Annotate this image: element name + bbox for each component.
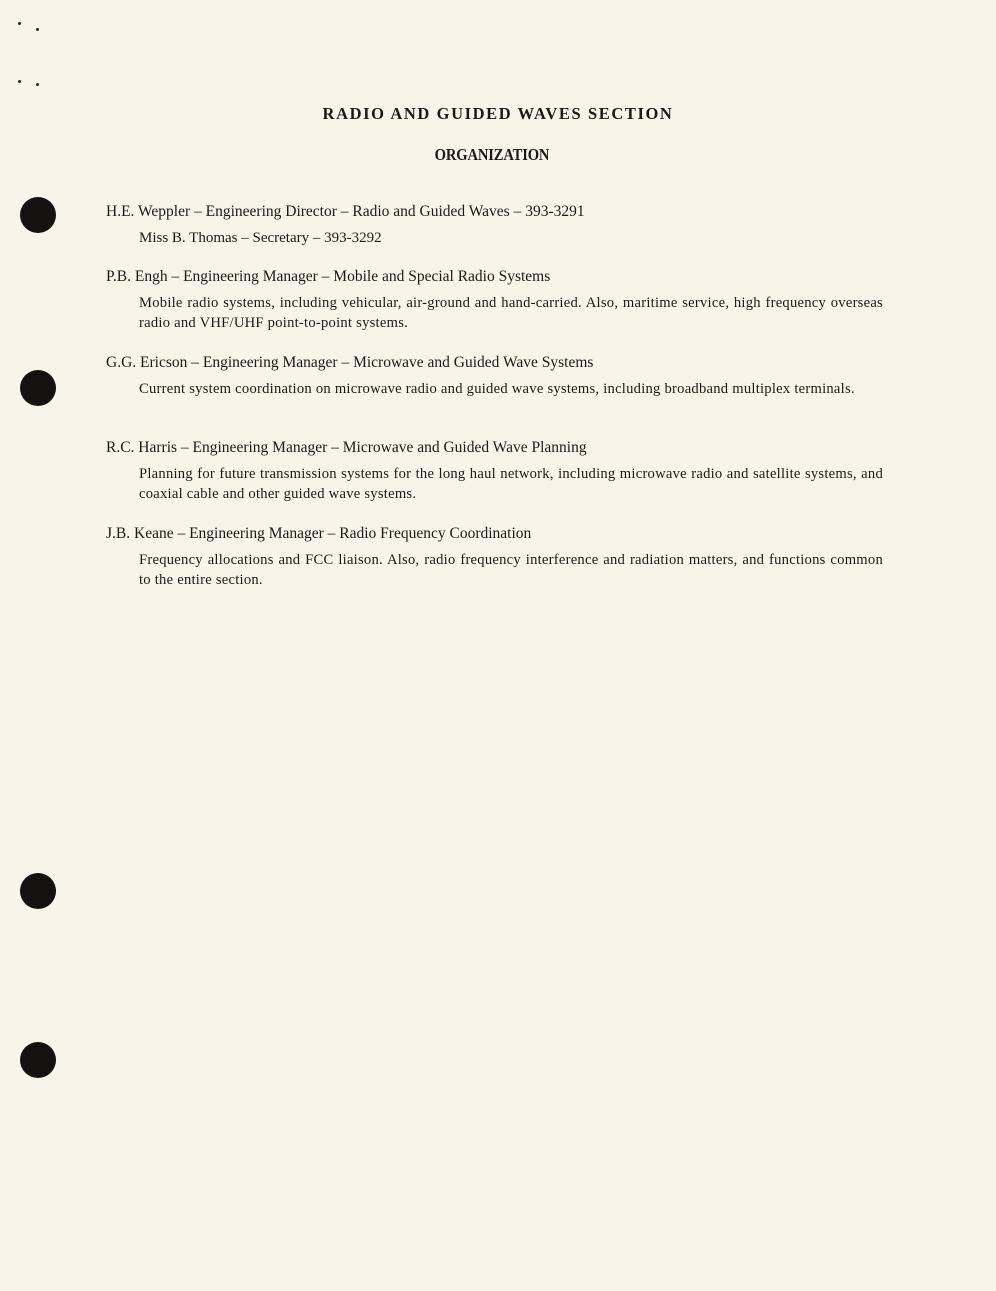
entry-ericson bbox=[106, 353, 886, 399]
entry-harris bbox=[106, 438, 886, 504]
entry-heading: P.B. Engh – Engineering Manager – Mobile and Special Radio Systems bbox=[106, 268, 551, 285]
entry-weppler bbox=[106, 202, 886, 248]
entry-keane bbox=[106, 524, 886, 590]
entry-description: Current system coordination on microwave radio and guided wave systems, including broadband multiplex terminals. bbox=[139, 381, 855, 397]
speck bbox=[18, 22, 21, 25]
speck bbox=[36, 83, 39, 86]
entry-heading: R.C. Harris – Engineering Manager – Microwave and Guided Wave Planning bbox=[106, 439, 587, 456]
entry-description: Planning for future transmission systems for the long haul network, including microwave radio and satellite systems, and coaxial cable and other guided wave systems. bbox=[139, 466, 883, 502]
binder-hole bbox=[20, 1042, 56, 1078]
speck bbox=[36, 28, 39, 31]
binder-hole bbox=[20, 197, 56, 233]
binder-hole bbox=[20, 873, 56, 909]
entry-heading: G.G. Ericson – Engineering Manager – Microwave and Guided Wave Systems bbox=[106, 354, 594, 371]
organization-heading: ORGANIZATION bbox=[434, 145, 550, 164]
binder-hole bbox=[20, 370, 56, 406]
entry-secretary: Miss B. Thomas – Secretary – 393-3292 bbox=[139, 230, 382, 246]
entry-description: Frequency allocations and FCC liaison. Also, radio frequency interference and radiation matters, and functions common to the entire section. bbox=[139, 552, 883, 588]
entry-heading: J.B. Keane – Engineering Manager – Radio Frequency Coordination bbox=[106, 525, 532, 542]
entry-description: Mobile radio systems, including vehicular, air-ground and hand-carried. Also, maritime service, high frequency overseas radio and VHF/UHF point-to-point systems. bbox=[139, 295, 883, 331]
speck bbox=[18, 80, 21, 83]
entry-engh bbox=[106, 267, 886, 333]
entry-heading: H.E. Weppler – Engineering Director – Radio and Guided Waves – 393-3291 bbox=[106, 203, 585, 220]
section-title: RADIO AND GUIDED WAVES SECTION bbox=[322, 104, 674, 123]
